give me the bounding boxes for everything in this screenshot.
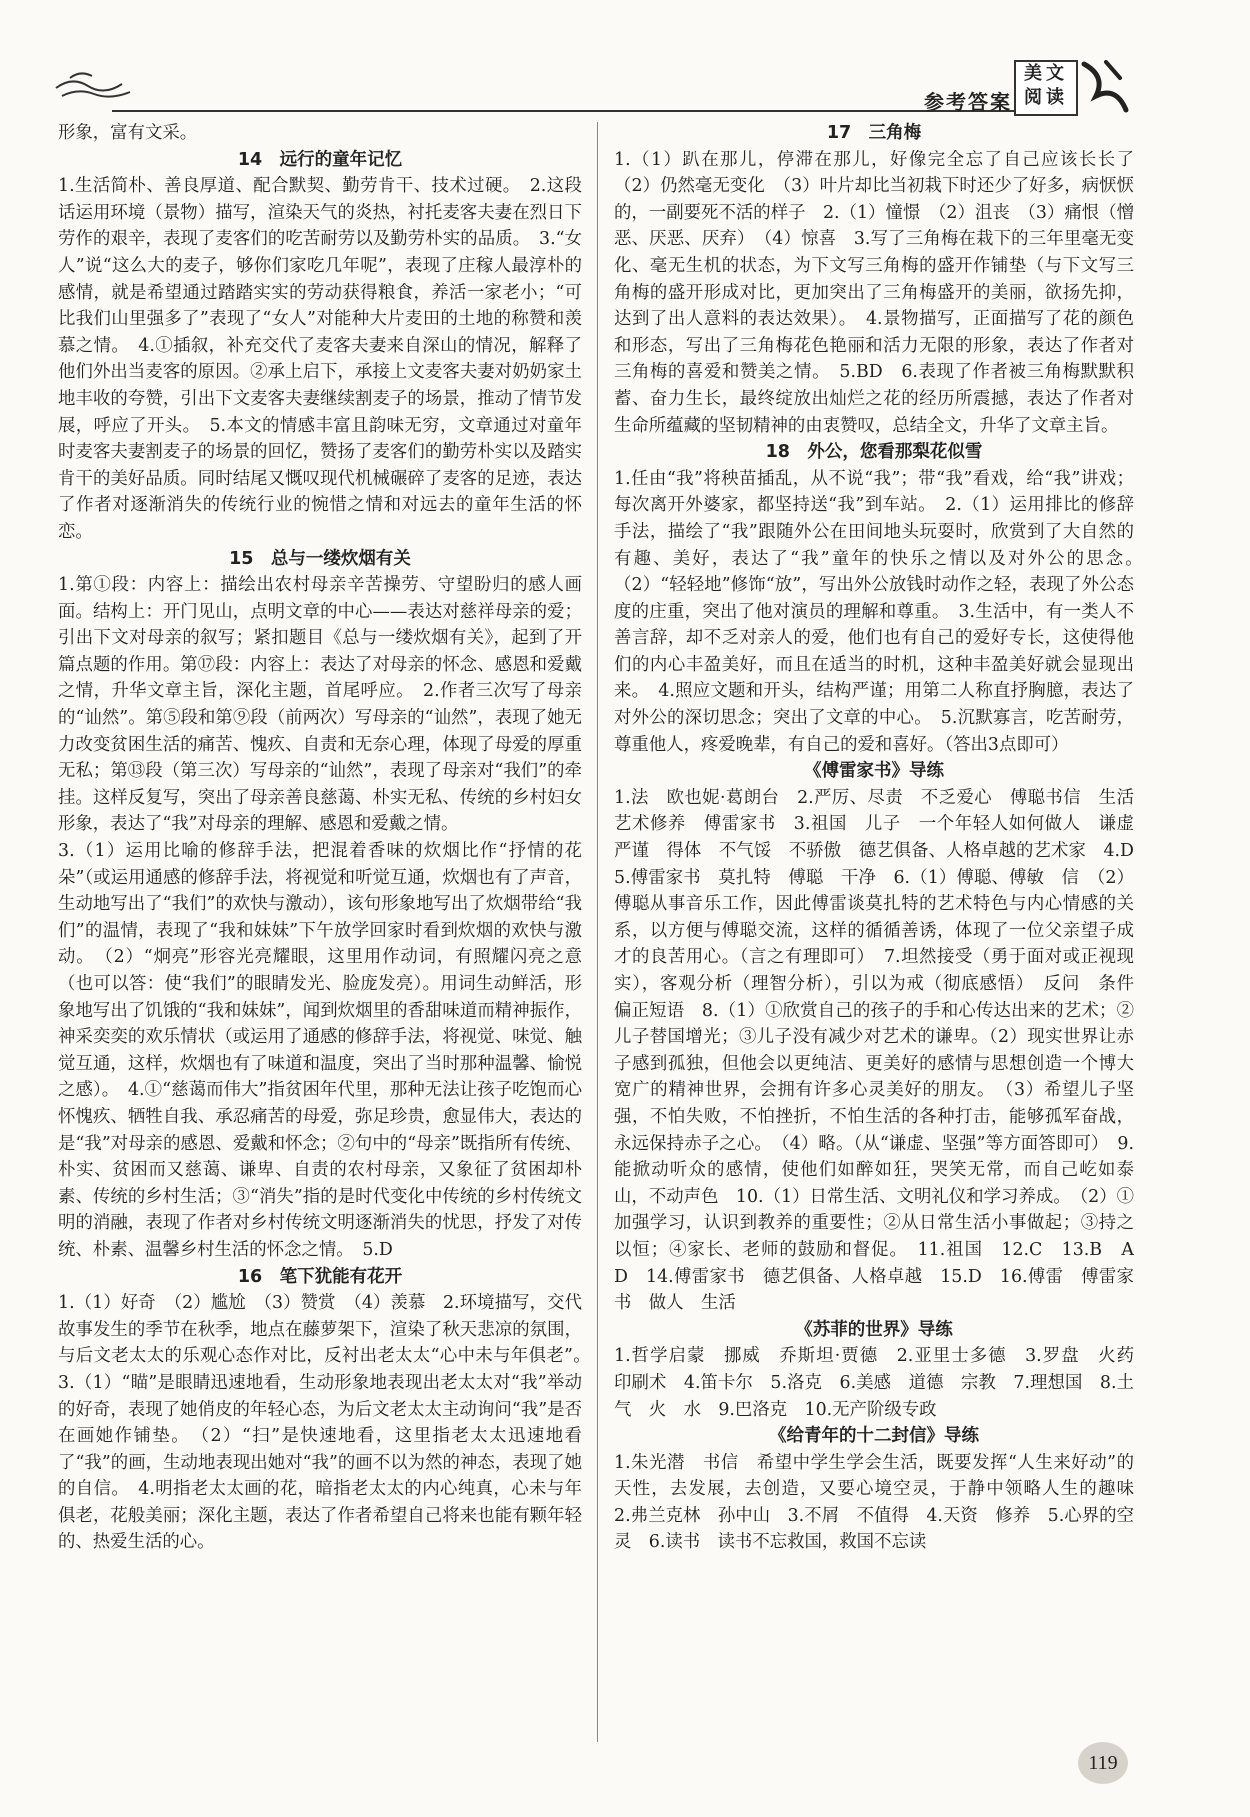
answer-paragraph: 1.（1）好奇 （2）尴尬 （3）赞赏 （4）羡慕 2.环境描写，交代故事发生的季节在秋季，地点在藤萝架下，渲染了秋天悲凉的氛围，与后文老太太的乐观心态作对比，反衬出老太太“心中未与年俱老”。 3.（1）“瞄”是眼睛迅速地看，生动形象地表现出老太太对“我”举动的好奇，表现了她俏皮的年轻心态，为后文老太太主动询问“我”是否在画她作铺垫。 （2）“扫”是快速地看，这里指老太太迅速地看了“我”的画，生动地表现出她对“我”的画不以为然的神态，表现了她的自信。 4.明指老太太画的花，暗指老太太的内心纯真，心未与年俱老，花般美丽；深化主题，表达了作者希望自己将来也能有颗年轻的、热爱生活的心。 [58, 1293, 600, 1553]
answers-label: 参考答案 [924, 90, 1012, 114]
answer-paragraph: 1.法 欧也妮·葛朗台 2.严厉、尽责 不乏爱心 傅聪书信 生活 艺术修养 傅雷家书 3.祖国 儿子 一个年轻人如何做人 谦虚 严谨 得体 不气馁 不骄傲 德艺俱备、人格卓越的艺术家 4.D 5.傅雷家书 莫扎特 傅聪 干净 6.（1）傅聪、傅敏 信 （2）傅聪从事音乐工作，因此傅雷谈莫扎特的艺术特色与内心情感的关系，以方便与傅聪交流，这样的循循善诱，体现了一位父亲望子成才的良苦用心。（言之有理即可） 7.坦然接受（勇于面对或正视现实），客观分析（理智分析），引以为戒（彻底感悟） 反问 条件 偏正短语 8.（1）①欣赏自己的孩子的手和心传达出来的艺术；②儿子替国增光；③儿子没有减少对艺术的谦卑。（2）现实世界让赤子感到孤独，但他会以更纯洁、更美好的感情与思想创造一个博大宽广的精神世界，会拥有许多心灵美好的朋友。 （3）希望儿子坚强，不怕失败，不怕挫折，不怕生活的各种打击，能够孤军奋战，永远保持赤子之心。 （4）略。（从“谦虚、坚强”等方面答即可） 9.能掀动听众的感情，使他们如醉如狂，哭笑无常，而自己屹如泰山，不动声色 10.（1）日常生活、文明礼仪和学习养成。 （2）①加强学习，认识到教养的重要性；②从日常生活小事做起；③持之以恒；④家长、老师的鼓励和督促。 11.祖国 12.C 13.B A D 14.傅雷家书 德艺俱备、人格卓越 15.D 16.傅雷 傅雷家书 做人 生活 [614, 787, 1152, 1314]
answer-paragraph: 形象，富有文采。 [58, 123, 198, 143]
brand-logo: 美文阅读 [1014, 60, 1078, 116]
section-heading: 《苏菲的世界》导练 [795, 1319, 953, 1340]
answer-paragraph: 1.生活简朴、善良厚道、配合默契、勤劳肯干、技术过硬。 2.这段话运用环境（景物）描写，渲染天气的炎热，衬托麦客夫妻在烈日下劳作的艰辛，表现了麦客们的吃苦耐劳以及勤劳朴实的品质。 3.“女人”说“这么大的麦子，够你们家吃几年呢”，表现了庄稼人最淳朴的感情，就是希望通过踏踏实实的劳动获得粮食，养活一家老小；“可比我们山里强多了”表现了“女人”对能种大片麦田的土地的称赞和羡慕之情。 4.①插叙，补充交代了麦客夫妻来自深山的情况，解释了他们外出当麦客的原因。②承上启下，承接上文麦客夫妻对奶奶家土地丰收的夸赞，引出下文麦客夫妻继续割麦子的场景，推动了情节发展，呼应了开头。 5.本文的情感丰富且韵味无穷，文章通过对童年时麦客夫妻割麦子的场景的回忆，赞扬了麦客们的勤劳朴实以及踏实肯干的美好品质。同时结尾又慨叹现代机械碾碎了麦客的足迹，表达了作者对逐渐消失的传统行业的惋惜之情和对远去的童年生活的怀恋。 [58, 176, 582, 542]
page-number: 119 [1078, 1742, 1128, 1784]
answer-paragraph: 1.（1）趴在那儿，停滞在那儿，好像完全忘了自己应该长长了 （2）仍然毫无变化 （3）叶片却比当初栽下时还少了好多，病恹恹的，一副要死不活的样子 2.（1）憧憬 （2）沮丧 （3）痛恨（憎恶、厌恶、厌弃） （4）惊喜 3.写了三角梅在栽下的三年里毫无变化、毫无生机的状态，为下文写三角梅的盛开作铺垫（与下文写三角梅的盛开形成对比，更加突出了三角梅盛开的美丽，欲扬先抑，达到了出人意料的表达效果）。 4.景物描写，正面描写了花的颜色和形态，写出了三角梅花色艳丽和活力无限的形象，表达了作者对三角梅的喜爱和赞美之情。 5.BD 6.表现了作者被三角梅默默积蓄、奋力生长，最终绽放出灿烂之花的经历所震撼，表达了作者对生命所蕴藏的坚韧精神的由衷赞叹，总结全文，升华了文章主旨。 [614, 149, 1152, 436]
answer-paragraph: 1.哲学启蒙 挪威 乔斯坦·贾德 2.亚里士多德 3.罗盘 火药 印刷术 4.笛卡尔 5.洛克 6.美感 道德 宗教 7.理想国 8.土 气 火 水 9.巴洛克 10.无产阶级专政 [614, 1346, 1152, 1420]
column-divider [597, 122, 598, 1742]
page-header [52, 52, 1132, 118]
header-rule [112, 110, 1062, 112]
section-heading: 《给青年的十二封信》导练 [769, 1426, 979, 1447]
answer-paragraph: 1.第①段：内容上：描绘出农村母亲辛苦操劳、守望盼归的感人画面。结构上：开门见山，点明文章的中心——表达对慈祥母亲的爱；引出下文对母亲的叙写；紧扣题目《总与一缕炊烟有关》，起到了开篇点题的作用。第⑰段：内容上：表达了对母亲的怀念、感恩和爱戴之情，升华文章主旨，深化主题，首尾呼应。 2.作者三次写了母亲的“讪然”。第⑤段和第⑨段（前两次）写母亲的“讪然”，表现了她无力改变贫困生活的痛苦、愧疚、自责和无奈心理，体现了母爱的厚重无私；第⑬段（第三次）写母亲的“讪然”，表现了母亲对“我们”的牵挂。这样反复写，突出了母亲善良慈蔼、朴实无私、传统的乡村妇女形象，表达了“我”对母亲的理解、感恩和爱戴之情。 [58, 575, 582, 835]
section-heading: 16 笔下犹能有花开 [237, 1266, 403, 1287]
section-heading: 14 远行的童年记忆 [237, 149, 403, 170]
section-heading: 《傅雷家书》导练 [804, 761, 944, 782]
right-column [614, 120, 1152, 1556]
section-heading: 15 总与一缕炊烟有关 [229, 548, 411, 569]
answer-paragraph: 1.朱光潜 书信 希望中学生学会生活，既要发挥“人生来好动”的天性，去发展，去创造，又要心境空灵，于静中领略人生的趣味 2.弗兰克林 孙中山 3.不屑 不值得 4.天资 修养 5.心界的空灵 6.读书 读书不忘救国，救国不忘读 [614, 1452, 1152, 1553]
answer-paragraph: 3.（1）运用比喻的修辞手法，把混着香味的炊烟比作“抒情的花朵”（或运用通感的修辞手法，将视觉和听觉互通，炊烟也有了声音，生动地写出了“我们”的欢快与激动），该句形象地写出了炊烟带给“我们”的温情，表现了“我和妹妹”下午放学回家时看到炊烟的欢快与激动。 （2）“炯亮”形容光亮耀眼，这里用作动词，有照耀闪亮之意（也可以答：使“我们”的眼睛发光、脸庞发亮）。用词生动鲜活，形象地写出了饥饿的“我和妹妹”，闻到炊烟里的香甜味道而精神振作，神采奕奕的欢乐情状（或运用了通感的修辞手法，将视觉、味觉、触觉互通，这样，炊烟也有了味道和温度，突出了当时那种温馨、愉悦之感）。 4.①“慈蔼而伟大”指贫困年代里，那种无法让孩子吃饱而心怀愧疚、牺牲自我、承忍痛苦的母爱，弥足珍贵，愈显伟大，表达的是“我”对母亲的感恩、爱戴和怀念；②句中的“母亲”既指所有传统、朴实、贫困而又慈蔼、谦卑、自责的农村母亲，又象征了贫困却朴素、传统的乡村生活；③“消失”指的是时代变化中传统的乡村传统文明的消融，表现了作者对乡村传统文明逐渐消失的忧思，抒发了对传统、朴素、温馨乡村生活的怀念之情。 5.D [58, 841, 582, 1260]
left-column [58, 120, 600, 1556]
answer-paragraph: 1.任由“我”将秧苗插乱，从不说“我”；带“我”看戏，给“我”讲戏；每次离开外婆家，都坚持送“我”到车站。 2.（1）运用排比的修辞手法，描绘了“我”跟随外公在田间地头玩耍时，欣赏到了大自然的有趣、美好，表达了“我”童年的快乐之情以及对外公的思念。 （2）“轻轻地”修饰“放”，写出外公放钱时动作之轻，表现了外公态度的庄重，突出了他对演员的理解和尊重。 3.生活中，有一类人不善言辞，却不乏对亲人的爱，他们也有自己的爱好专长，这使得他们的内心丰盈美好，而且在适当的时机，这种丰盈美好就会显现出来。 4.照应文题和开头，结构严谨；用第二人称直抒胸臆，表达了对外公的深切思念；突出了文章的中心。 5.沉默寡言，吃苦耐劳，尊重他人，疼爱晚辈，有自己的爱和喜好。（答出3点即可） [614, 468, 1152, 755]
brand-brush-icon [1076, 56, 1132, 116]
decorative-cloud-icon [52, 66, 132, 106]
section-heading: 17 三角梅 [826, 123, 922, 143]
section-heading: 18 外公，您看那梨花似雪 [765, 442, 983, 463]
